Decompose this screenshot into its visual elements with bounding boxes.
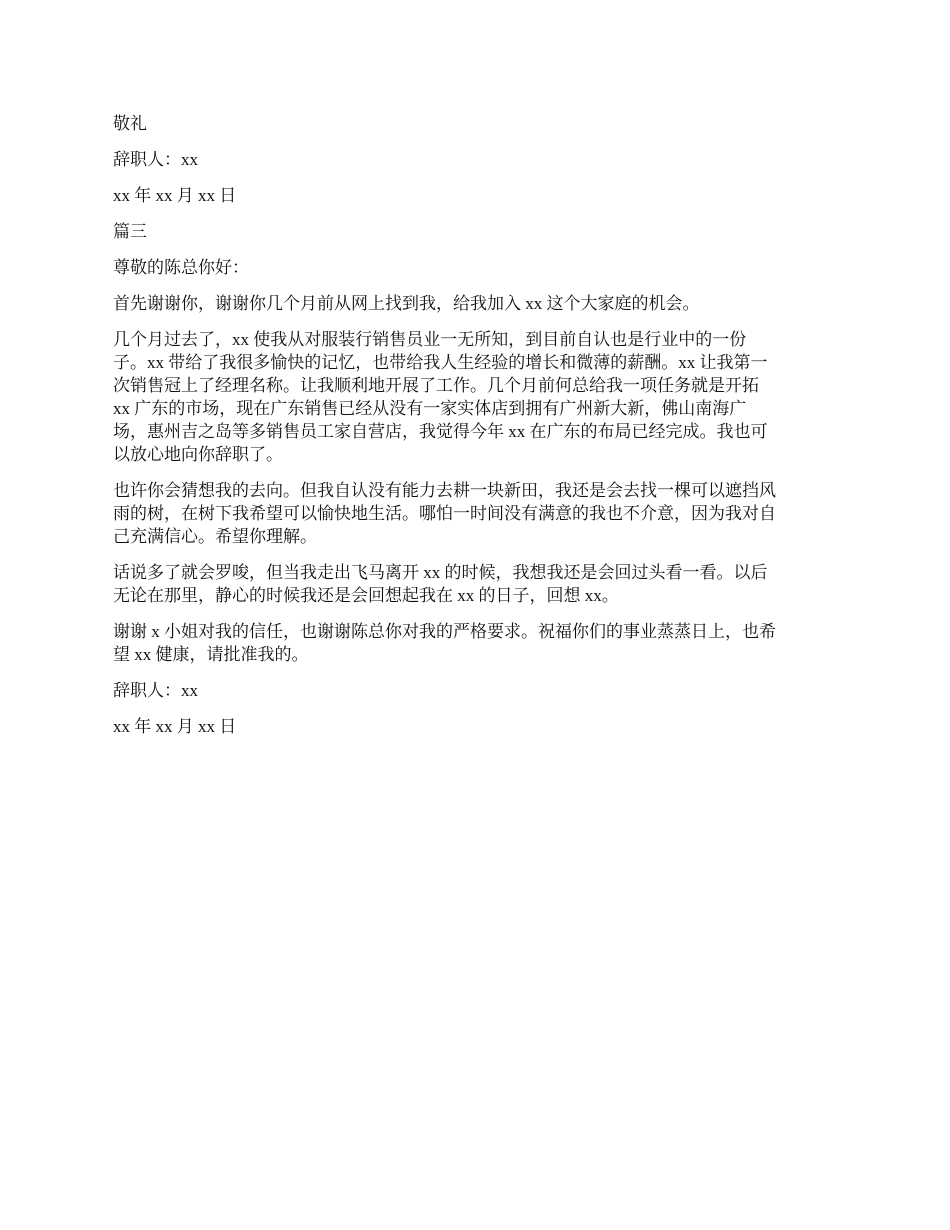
paragraph-line: 首先谢谢你，谢谢你几个月前从网上找到我，给我加入 xx 这个大家庭的机会。 xyxy=(113,294,700,313)
paragraph-line: 也许你会猜想我的去向。但我自认没有能力去耕一块新田，我还是会去找一棵可以遮挡风 xyxy=(113,481,776,500)
paragraph xyxy=(113,620,841,666)
paragraph xyxy=(113,479,841,548)
paragraph-line: 无论在那里，静心的时候我还是会回想起我在 xx 的日子，回想 xx。 xyxy=(113,586,619,605)
salutation-line: 尊敬的陈总你好： xyxy=(113,258,249,277)
paragraph-line: 雨的树，在树下我希望可以愉快地生活。哪怕一时间没有满意的我也不介意，因为我对自 xyxy=(113,504,776,523)
paragraph xyxy=(113,292,841,315)
closing-line: 敬礼 xyxy=(113,114,147,133)
paragraph-line: 己充满信心。希望你理解。 xyxy=(113,527,317,546)
paragraph-line: 几个月过去了，xx 使我从对服装行销售员业一无所知，到目前自认也是行业中的一份 xyxy=(113,330,747,349)
paragraph-line: 场，惠州吉之岛等多销售员工家自营店，我觉得今年 xx 在广东的布局已经完成。我也可 xyxy=(113,422,768,441)
paragraph-line: 以放心地向你辞职了。 xyxy=(113,445,283,464)
paragraph-line: 次销售冠上了经理名称。让我顺利地开展了工作。几个月前何总给我一项任务就是开拓 xyxy=(113,376,759,395)
paragraph-line: 谢谢 x 小姐对我的信任，也谢谢陈总你对我的严格要求。祝福你们的事业蒸蒸日上，也希 xyxy=(113,622,776,641)
signature-line: 辞职人：xx xyxy=(113,681,198,700)
date-line: xx 年 xx 月 xx 日 xyxy=(113,717,237,736)
section-title: 篇三 xyxy=(113,222,147,241)
paragraph-line: 子。xx 带给了我很多愉快的记忆，也带给我人生经验的增长和微薄的薪酬。xx 让我第一 xyxy=(113,353,768,372)
paragraph-line: 话说多了就会罗唆，但当我走出飞马离开 xx 的时候，我想我还是会回过头看一看。以后 xyxy=(113,563,768,582)
signature-line: 辞职人：xx xyxy=(113,150,198,169)
paragraph-line: xx 广东的市场，现在广东销售已经从没有一家实体店到拥有广州新大新，佛山南海广 xyxy=(113,399,747,418)
document-page xyxy=(113,112,841,751)
date-line: xx 年 xx 月 xx 日 xyxy=(113,186,237,205)
paragraph xyxy=(113,328,841,466)
paragraph xyxy=(113,561,841,607)
paragraph-line: 望 xx 健康，请批准我的。 xyxy=(113,645,309,664)
